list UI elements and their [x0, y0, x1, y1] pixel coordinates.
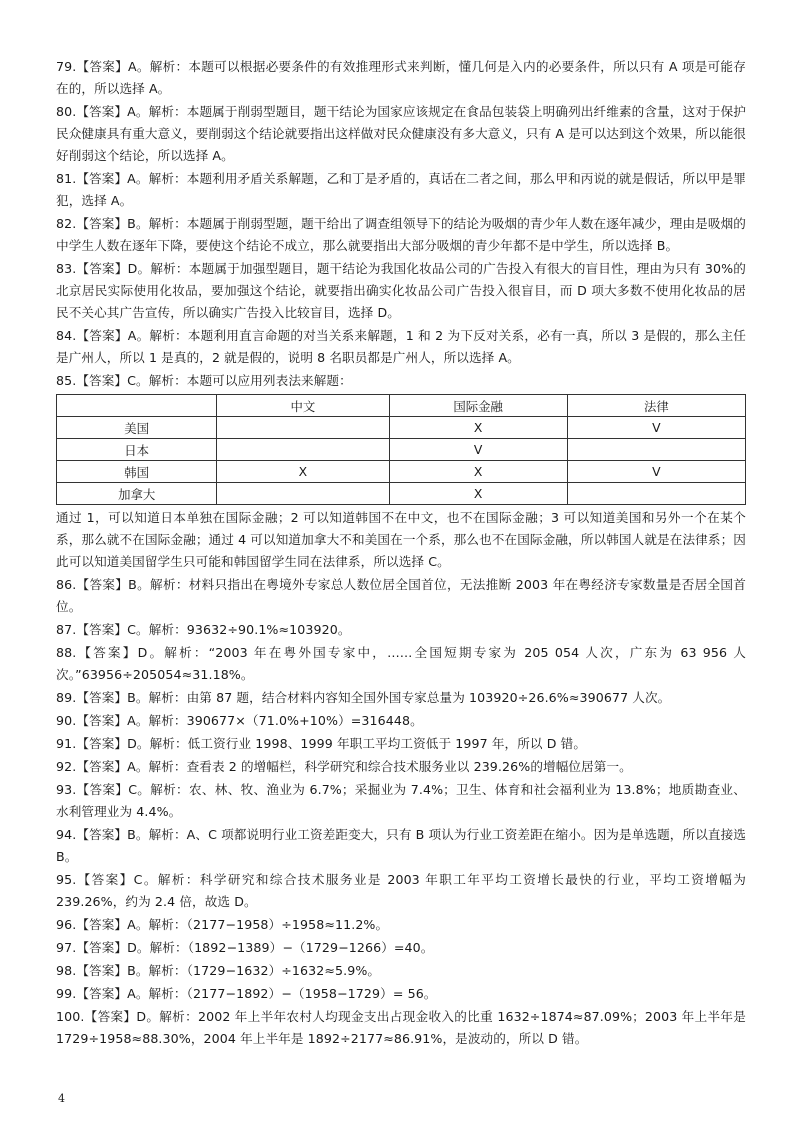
answer-98: 98.【答案】B。解析：（1729−1632）÷1632≈5.9%。 [56, 963, 381, 978]
table-header-cell: 法律 [567, 395, 745, 417]
answer-97: 97.【答案】D。解析：（1892−1389）−（1729−1266）=40。 [56, 940, 434, 955]
table-row [57, 417, 746, 439]
answer-86: 86.【答案】B。解析：材料只指出在粤境外专家总人数位居全国首位，无法推断 2003 年在粤经济专家数量是否居全国首位。 [56, 577, 746, 614]
table-cell: X [389, 417, 567, 439]
nationality-major-table [56, 394, 746, 505]
answer-93: 93.【答案】C。解析：农、林、牧、渔业为 6.7%；采掘业为 7.4%；卫生、体育和社会福利业为 13.8%；地质勘查业、水利管理业为 4.4%。 [56, 782, 746, 819]
answer-95: 95.【答案】C。解析：科学研究和综合技术服务业是 2003 年职工年平均工资增长最快的行业，平均工资增幅为 239.26%，约为 2.4 倍，故选 D。 [56, 872, 746, 909]
answer-81: 81.【答案】A。解析：本题利用矛盾关系解题，乙和丁是矛盾的，真话在二者之间，那么甲和丙说的就是假话，所以甲是罪犯，选择 A。 [56, 171, 746, 208]
answer-88: 88.【答案】D。解析：“2003 年在粤外国专家中，……全国短期专家为 205 054 人次，广东为 63 956 人次。”63956÷205054≈31.18%。 [56, 645, 746, 682]
table-header-cell: 国际金融 [389, 395, 567, 417]
table-header-row [57, 395, 746, 417]
answer-83: 83.【答案】D。解析：本题属于加强型题目，题干结论为我国化妆品公司的广告投入有很大的盲目性，理由为只有 30%的北京居民实际使用化妆品，要加强这个结论，就要指出确实化妆品公司广告投入很盲目，而 D 项大多数不使用化妆品的居民不关心其广告宣传，所以确实广告投入比较盲目，选择 D。 [56, 261, 746, 320]
answer-explanations [56, 56, 746, 1051]
table-row [57, 461, 746, 483]
table-cell: V [389, 439, 567, 461]
table-cell [567, 483, 745, 505]
table-cell: V [567, 461, 745, 483]
answer-99: 99.【答案】A。解析：（2177−1892）−（1958−1729）= 56。 [56, 986, 437, 1001]
table-cell [567, 439, 745, 461]
table-cell [217, 439, 389, 461]
table-cell: X [217, 461, 389, 483]
table-cell: X [389, 461, 567, 483]
answer-84: 84.【答案】A。解析：本题利用直言命题的对当关系来解题，1 和 2 为下反对关系，必有一真，所以 3 是假的，那么主任是广州人，所以 1 是真的，2 就是假的，说明 8 名职员都是广州人，所以选择 A。 [56, 328, 746, 365]
answer-82: 82.【答案】B。解析：本题属于削弱型题，题干给出了调查组领导下的结论为吸烟的青少年人数在逐年减少，理由是吸烟的中学生人数在逐年下降，要使这个结论不成立，那么就要指出大部分吸烟的青少年都不是中学生，所以选择 B。 [56, 216, 746, 253]
answer-85-reasoning: 通过 1，可以知道日本单独在国际金融；2 可以知道韩国不在中文，也不在国际金融；3 可以知道美国和另外一个在某个系，那么就不在国际金融；通过 4 可以知道加拿大不和美国在一个系，那么也不在国际金融，所以韩国人就是在法律系；因此可以知道美国留学生只可能和韩国留学生同在法律系，所以选择 C。 [56, 510, 746, 569]
answer-90: 90.【答案】A。解析：390677×（71.0%+10%）=316448。 [56, 713, 423, 728]
table-header-cell [57, 395, 217, 417]
table-row [57, 439, 746, 461]
answer-91: 91.【答案】D。解析：低工资行业 1998、1999 年职工平均工资低于 1997 年，所以 D 错。 [56, 736, 587, 751]
answer-94: 94.【答案】B。解析：A、C 项都说明行业工资差距变大，只有 B 项认为行业工资差距在缩小。因为是单选题，所以直接选 B。 [56, 827, 746, 864]
answer-96: 96.【答案】A。解析：（2177−1958）÷1958≈11.2%。 [56, 917, 389, 932]
answer-79: 79.【答案】A。解析：本题可以根据必要条件的有效推理形式来判断，懂几何是入内的必要条件，所以只有 A 项是可能存在的，所以选择 A。 [56, 59, 746, 96]
table-header-cell: 中文 [217, 395, 389, 417]
answer-87: 87.【答案】C。解析：93632÷90.1%≈103920。 [56, 622, 351, 637]
answer-89: 89.【答案】B。解析：由第 87 题，结合材料内容知全国外国专家总量为 103920÷26.6%≈390677 人次。 [56, 690, 671, 705]
table-cell: 加拿大 [57, 483, 217, 505]
page-number: 4 [58, 1092, 65, 1105]
table-cell: 韩国 [57, 461, 217, 483]
answer-80: 80.【答案】A。解析：本题属于削弱型题目，题干结论为国家应该规定在食品包装袋上明确列出纤维素的含量，这对于保护民众健康具有重大意义，要削弱这个结论就要指出这样做对民众健康没有多大意义，只有 A 是可以达到这个效果，所以能很好削弱这个结论，所以选择 A。 [56, 104, 746, 163]
answer-92: 92.【答案】A。解析：查看表 2 的增幅栏，科学研究和综合技术服务业以 239.26%的增幅位居第一。 [56, 759, 632, 774]
table-cell: 美国 [57, 417, 217, 439]
table-cell: X [389, 483, 567, 505]
table-row [57, 483, 746, 505]
table-cell: V [567, 417, 745, 439]
table-cell [217, 483, 389, 505]
table-cell [217, 417, 389, 439]
answer-85: 85.【答案】C。解析：本题可以应用列表法来解题： [56, 373, 352, 388]
answer-100: 100.【答案】D。解析：2002 年上半年农村人均现金支出占现金收入的比重 1632÷1874≈87.09%；2003 年上半年是 1729÷1958≈88.30%，2004 年上半年是 1892÷2177≈86.91%，是波动的，所以 D 错。 [56, 1009, 746, 1046]
table-cell: 日本 [57, 439, 217, 461]
